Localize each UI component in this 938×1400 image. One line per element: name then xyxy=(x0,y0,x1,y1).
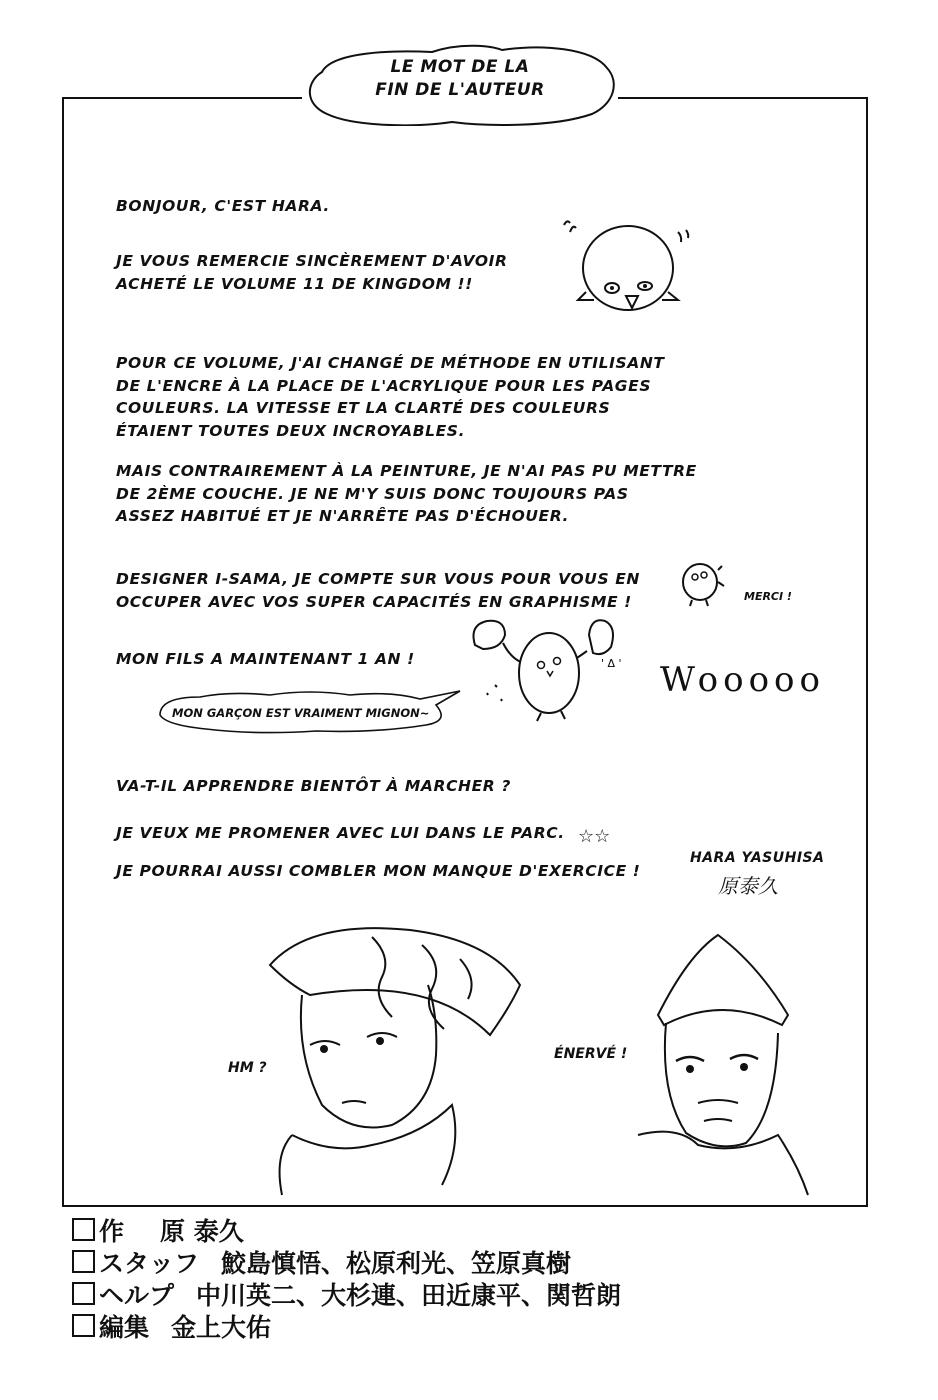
painting-line-3: ASSEZ HABITUÉ ET JE N'ARRÊTE PAS D'ÉCHOUER. xyxy=(116,507,570,525)
painting-line-1: MAIS CONTRAIREMENT À LA PEINTURE, JE N'AI PAS PU METTRE xyxy=(116,462,697,480)
signature-kanji: 原泰久 xyxy=(718,874,778,898)
method-line-1: POUR CE VOLUME, J'AI CHANGÉ DE MÉTHODE EN UTILISANT xyxy=(116,354,665,372)
method-line-2: DE L'ENCRE À LA PLACE DE L'ACRYLIQUE POUR LES PAGES xyxy=(116,376,652,395)
thanks-line-2: ACHETÉ LE VOLUME 11 DE KINGDOM !! xyxy=(116,274,473,293)
designer-paragraph xyxy=(116,568,640,613)
thanks-paragraph xyxy=(116,250,508,295)
stars-icon: ☆☆ xyxy=(578,826,611,847)
credit-row-author xyxy=(72,1216,621,1248)
son-text: MON FILS A MAINTENANT 1 AN ! xyxy=(116,650,415,668)
checkbox-square-icon xyxy=(72,1314,95,1337)
credit-names: 原 泰久 xyxy=(160,1217,244,1246)
signature-name: HARA YASUHISA xyxy=(690,850,825,866)
checkbox-square-icon xyxy=(72,1282,95,1305)
credit-role: 作 xyxy=(99,1217,125,1246)
character-sketch-left xyxy=(262,925,532,1205)
cheering-bird-icon xyxy=(465,615,640,725)
credits-block xyxy=(72,1216,621,1344)
credit-role: 編集 xyxy=(99,1313,150,1342)
speech-bubble-text: MON GARÇON EST VRAIMENT MIGNON~ xyxy=(172,706,430,720)
checkbox-square-icon xyxy=(72,1250,95,1273)
credit-names: 金上大佑 xyxy=(171,1313,272,1342)
title-line-1: LE MOT DE LA xyxy=(390,57,530,77)
merci-bird-icon xyxy=(678,560,738,610)
greeting-text: BONJOUR, C'EST HARA. xyxy=(116,197,330,215)
bowing-bird-icon xyxy=(560,200,720,320)
credit-row-editor xyxy=(72,1312,621,1344)
merci-text: MERCI ! xyxy=(744,590,792,603)
painting-line-2: DE 2ÈME COUCHE. JE NE M'Y SUIS DONC TOUJOURS PAS xyxy=(116,484,629,503)
designer-line-1: DESIGNER I-SAMA, JE COMPTE SUR VOUS POUR VOUS EN xyxy=(116,570,640,588)
method-line-3: COULEURS. LA VITESSE ET LA CLARTÉ DES COULEURS xyxy=(116,399,611,417)
method-line-4: ÉTAIENT TOUTES DEUX INCROYABLES. xyxy=(116,421,466,440)
credit-row-help xyxy=(72,1280,621,1312)
character-sketch-right xyxy=(618,925,833,1200)
credit-names: 中川英二、大杉連、田近康平、関哲朗 xyxy=(196,1281,622,1310)
thanks-line-1: JE VOUS REMERCIE SINCÈREMENT D'AVOIR xyxy=(116,252,508,270)
method-paragraph xyxy=(116,352,665,442)
exercise-text: JE POURRAI AUSSI COMBLER MON MANQUE D'EXERCICE ! xyxy=(116,862,641,880)
painting-paragraph xyxy=(116,460,697,528)
walk-text: VA-T-IL APPRENDRE BIENTÔT À MARCHER ? xyxy=(116,777,511,795)
svg-text:' Δ ': ' Δ ' xyxy=(601,657,622,670)
credit-names: 鮫島慎悟、松原利光、笠原真樹 xyxy=(221,1249,572,1278)
enerve-text: ÉNERVÉ ! xyxy=(554,1046,628,1062)
credit-row-staff xyxy=(72,1248,621,1280)
woo-text: Wooooo xyxy=(660,660,825,700)
hm-text: HM ? xyxy=(228,1060,267,1076)
park-text: JE VEUX ME PROMENER AVEC LUI DANS LE PARC. xyxy=(116,824,565,842)
checkbox-square-icon xyxy=(72,1218,95,1241)
title-line-2: FIN DE L'AUTEUR xyxy=(375,80,545,100)
designer-line-2: OCCUPER AVEC VOS SUPER CAPACITÉS EN GRAPHISME ! xyxy=(116,592,632,611)
credit-role: スタッフ xyxy=(99,1249,200,1278)
credit-role: ヘルプ xyxy=(99,1281,175,1310)
title-bubble xyxy=(302,42,618,126)
